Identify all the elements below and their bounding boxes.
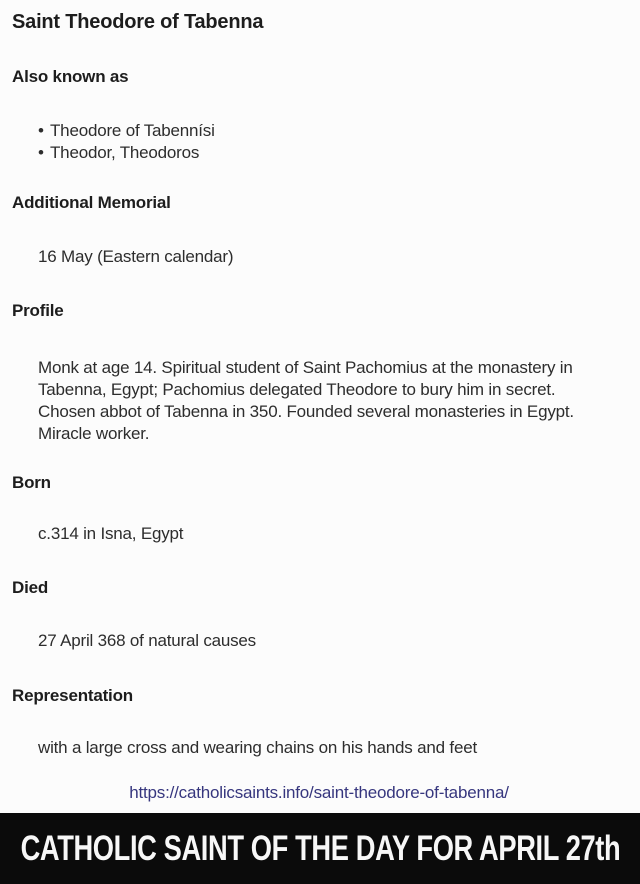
section-heading-profile: Profile (12, 301, 64, 320)
representation-text: with a large cross and wearing chains on his hands and feet (38, 738, 477, 757)
bullet-icon: • (38, 121, 44, 140)
footer-banner (0, 813, 640, 884)
memorial-text: 16 May (Eastern calendar) (38, 247, 234, 266)
aka-list (12, 120, 626, 164)
died-text: 27 April 368 of natural causes (38, 631, 256, 650)
profile-text: Monk at age 14. Spiritual student of Saint Pachomius at the monastery in Tabenna, Egypt; Pachomius delegated Theodore to bury him in secret. Chosen abbot of Tabenna in 350. Founded several monasteries in Egypt. Miracle worker. (38, 358, 574, 443)
section-heading-born: Born (12, 473, 51, 492)
source-row (12, 782, 626, 804)
aka-item-text: Theodore of Tabennísi (50, 121, 215, 140)
bullet-icon: • (38, 143, 44, 162)
source-link[interactable]: https://catholicsaints.info/saint-theodore-of-tabenna/ (129, 783, 509, 802)
aka-item-text: Theodor, Theodoros (50, 143, 200, 162)
section-heading-additional-memorial: Additional Memorial (12, 193, 171, 212)
page-title: Saint Theodore of Tabenna (12, 11, 264, 33)
section-heading-died: Died (12, 578, 49, 597)
section-heading-also-known-as: Also known as (12, 67, 129, 86)
footer-banner-text: CATHOLIC SAINT OF THE DAY FOR APRIL 27th (20, 828, 620, 868)
list-item (12, 142, 626, 164)
section-heading-representation: Representation (12, 686, 133, 705)
list-item (12, 120, 626, 142)
born-text: c.314 in Isna, Egypt (38, 524, 184, 543)
